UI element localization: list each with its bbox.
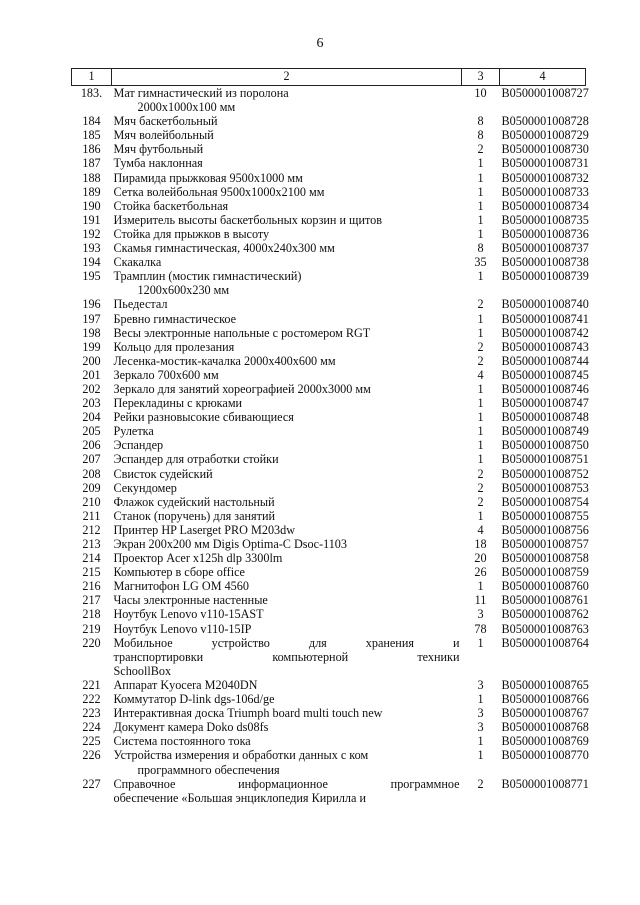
table-row: [72, 368, 586, 382]
item-name: [112, 326, 462, 340]
inventory-code: B0500001008736: [501, 226, 589, 241]
inventory-code: B0500001008747: [501, 396, 589, 411]
row-number: 207: [82, 452, 101, 467]
item-quantity: 2: [477, 353, 484, 368]
item-quantity: 1: [477, 156, 484, 171]
item-name-line: Весы электронные напольные с ростомером RGT: [113, 325, 371, 340]
row-number: 216: [82, 579, 101, 594]
row-number: 214: [82, 551, 101, 566]
item-quantity: 11: [474, 593, 487, 608]
item-name-line: Мяч баскетбольный: [113, 114, 218, 129]
inventory-code: B0500001008760: [501, 579, 589, 594]
item-name: [112, 678, 462, 692]
table-row: [72, 128, 586, 142]
inventory-code: B0500001008771: [501, 776, 589, 791]
item-quantity: 3: [477, 677, 484, 692]
inventory-code: B0500001008767: [501, 706, 589, 721]
row-number: 222: [82, 692, 101, 707]
item-name-line: Аппарат Kyocera M2040DN: [113, 677, 258, 692]
inventory-code: B0500001008734: [501, 198, 589, 213]
table-row: [72, 678, 586, 692]
row-number: 212: [82, 522, 101, 537]
item-quantity: 1: [477, 325, 484, 340]
row-number: 188: [82, 170, 101, 185]
row-number: 218: [82, 607, 101, 622]
inventory-code: B0500001008739: [501, 269, 589, 284]
row-number: 195: [82, 269, 101, 284]
table-row: [72, 452, 586, 466]
item-name-line: Зеркало 700х600 мм: [113, 367, 219, 382]
row-number: 219: [82, 621, 101, 636]
item-name-line: Магнитофон LG OM 4560: [113, 579, 249, 594]
row-number: 204: [82, 410, 101, 425]
table-row: [72, 382, 586, 396]
item-name-line: Часы электронные настенные: [113, 593, 268, 608]
table-header: [72, 69, 586, 86]
item-name: [112, 297, 462, 311]
inventory-code: B0500001008737: [501, 241, 589, 256]
row-number: 192: [82, 226, 101, 241]
table-row: [72, 565, 586, 579]
item-name: [112, 636, 462, 678]
item-name-line: транспортировки компьютерной техники: [113, 649, 460, 664]
table-row: [72, 185, 586, 199]
row-number: 184: [82, 114, 101, 129]
row-number: 189: [82, 184, 101, 199]
row-number: 215: [82, 565, 101, 580]
item-quantity: 1: [477, 438, 484, 453]
item-name-line: Кольцо для пролезания: [113, 339, 235, 354]
row-number: 187: [82, 156, 101, 171]
item-quantity: 1: [477, 748, 484, 763]
row-number: 205: [82, 424, 101, 439]
item-name: [112, 312, 462, 326]
inventory-code: B0500001008748: [501, 410, 589, 425]
inventory-code: B0500001008742: [501, 325, 589, 340]
item-name: [112, 777, 462, 805]
table-row: [72, 748, 586, 776]
item-name-line: Справочное информационное программное: [113, 776, 460, 791]
item-name-line: Стойка баскетбольная: [113, 198, 229, 213]
inventory-code: B0500001008757: [501, 537, 589, 551]
item-name-line: Перекладины с крюками: [113, 396, 243, 411]
inventory-code: B0500001008753: [501, 480, 589, 495]
item-name: [112, 467, 462, 481]
item-name-line: Измеритель высоты баскетбольных корзин и щитов: [113, 212, 382, 227]
item-quantity: 8: [477, 241, 484, 256]
table-row: [72, 213, 586, 227]
item-name-line: Компьютер в сборе office: [113, 565, 245, 580]
item-name: [112, 748, 462, 776]
item-quantity: 35: [474, 255, 487, 270]
item-name-line: Ноутбук Lenovo v110-15AST: [113, 607, 264, 622]
inventory-code: B0500001008741: [501, 311, 589, 326]
row-number: 190: [82, 198, 101, 213]
item-quantity: 3: [477, 607, 484, 622]
item-name-line: Сетка волейбольная 9500х1000х2100 мм: [113, 184, 325, 199]
inventory-code: B0500001008770: [501, 748, 589, 763]
item-name: [112, 255, 462, 269]
item-name-line: Рейки разновысокие сбивающиеся: [113, 410, 294, 425]
table-row: [72, 777, 586, 805]
row-number: 199: [82, 339, 101, 354]
item-name-line: Документ камера Doko ds08fs: [113, 720, 269, 735]
table-row: [72, 312, 586, 326]
inventory-code: B0500001008769: [501, 734, 589, 749]
row-number: 201: [82, 367, 101, 382]
item-name: [112, 438, 462, 452]
table-row: [72, 481, 586, 495]
item-name: [112, 171, 462, 185]
item-name-line: SchoollBox: [113, 663, 172, 678]
row-number: 206: [82, 438, 101, 453]
table-body: [72, 86, 589, 805]
item-name-line: Свисток судейский: [113, 466, 213, 481]
item-name-line: Мяч волейбольный: [113, 128, 214, 143]
inventory-code: B0500001008763: [501, 621, 589, 636]
item-name-line: 1200х600х230 мм: [137, 283, 230, 298]
inventory-code: B0500001008752: [501, 466, 589, 481]
item-name: [112, 551, 462, 565]
inventory-code: B0500001008759: [501, 565, 589, 580]
table-row: [72, 692, 586, 706]
row-number: 193: [82, 241, 101, 256]
item-name: [112, 523, 462, 537]
row-number: 220: [82, 635, 101, 650]
inventory-code: B0500001008730: [501, 142, 589, 157]
item-quantity: 18: [474, 537, 487, 551]
item-name-line: обеспечение «Большая энциклопедия Кирилла и: [113, 790, 366, 805]
table-row: [72, 241, 586, 255]
item-quantity: 1: [477, 635, 484, 650]
item-quantity: 1: [477, 396, 484, 411]
table-row: [72, 734, 586, 748]
item-quantity: 2: [477, 339, 484, 354]
item-quantity: 1: [477, 170, 484, 185]
row-number: 198: [82, 325, 101, 340]
item-name-line: Пьедестал: [113, 297, 168, 312]
inventory-code: B0500001008765: [501, 677, 589, 692]
item-quantity: 1: [477, 226, 484, 241]
item-name-line: Интерактивная доска Triumph board multi touch new: [113, 706, 383, 721]
item-name: [112, 622, 462, 636]
item-name: [112, 368, 462, 382]
inventory-code: B0500001008755: [501, 508, 589, 523]
table-row: [72, 467, 586, 481]
header-col-1: 1: [72, 69, 112, 86]
item-name: [112, 706, 462, 720]
item-quantity: 10: [474, 86, 487, 100]
row-number: 202: [82, 381, 101, 396]
item-name-line: Тумба наклонная: [113, 156, 203, 171]
table-row: [72, 340, 586, 354]
table-row: [72, 720, 586, 734]
table-row: [72, 171, 586, 185]
row-number: 211: [82, 508, 101, 523]
item-quantity: 1: [477, 734, 484, 749]
row-number: 208: [82, 466, 101, 481]
item-quantity: 8: [477, 128, 484, 143]
row-number: 221: [82, 677, 101, 692]
table-row: [72, 396, 586, 410]
inventory-code: B0500001008754: [501, 494, 589, 509]
item-name-line: Экран 200х200 мм Digis Optima-C Dsoc-1103: [113, 537, 347, 551]
item-name-line: Эспандер: [113, 438, 164, 453]
inventory-code: B0500001008735: [501, 212, 589, 227]
item-quantity: 3: [477, 720, 484, 735]
item-name-line: Коммутатор D-link dgs-106d/ge: [113, 692, 275, 707]
row-number: 225: [82, 734, 101, 749]
item-name: [112, 396, 462, 410]
inventory-code: B0500001008762: [501, 607, 589, 622]
item-name-line: Проектор Acer x125h dlp 3300lm: [113, 551, 283, 566]
row-number: 185: [82, 128, 101, 143]
inventory-table: [71, 68, 589, 805]
inventory-code: B0500001008746: [501, 381, 589, 396]
item-name: [112, 537, 462, 551]
item-name: [112, 241, 462, 255]
item-name: [112, 213, 462, 227]
table-row: [72, 354, 586, 368]
table-row: [72, 227, 586, 241]
item-name-line: Флажок судейский настольный: [113, 494, 275, 509]
row-number: 186: [82, 142, 101, 157]
item-name-line: программного обеспечения: [137, 762, 280, 777]
item-name: [112, 185, 462, 199]
table-row: [72, 142, 586, 156]
header-col-2: 2: [112, 69, 462, 86]
inventory-code: B0500001008750: [501, 438, 589, 453]
item-quantity: 2: [477, 480, 484, 495]
item-name: [112, 692, 462, 706]
item-name-line: Зеркало для занятий хореографией 2000х3000 мм: [113, 381, 371, 396]
item-name: [112, 114, 462, 128]
inventory-code: B0500001008764: [501, 635, 589, 650]
inventory-code: B0500001008745: [501, 367, 589, 382]
table-row: [72, 199, 586, 213]
row-number: 183.: [80, 86, 103, 100]
item-quantity: 2: [477, 297, 484, 312]
item-name: [112, 410, 462, 424]
page-number: 6: [316, 36, 324, 51]
table-row: [72, 326, 586, 340]
row-number: 191: [82, 212, 101, 227]
inventory-code: B0500001008756: [501, 522, 589, 537]
item-name: [112, 86, 462, 115]
item-name: [112, 340, 462, 354]
item-name: [112, 593, 462, 607]
item-quantity: 1: [477, 410, 484, 425]
row-number: 194: [82, 255, 101, 270]
item-name: [112, 424, 462, 438]
item-quantity: 1: [477, 508, 484, 523]
item-name-line: Ноутбук Lenovo v110-15IP: [113, 621, 252, 636]
item-name: [112, 269, 462, 297]
row-number: 213: [82, 537, 101, 551]
row-number: 200: [82, 353, 101, 368]
item-name: [112, 156, 462, 170]
table-row: [72, 593, 586, 607]
table-row: [72, 523, 586, 537]
item-quantity: 1: [477, 381, 484, 396]
table-row: [72, 438, 586, 452]
item-quantity: 1: [477, 269, 484, 284]
item-name: [112, 128, 462, 142]
inventory-code: B0500001008749: [501, 424, 589, 439]
item-name-line: Рулетка: [113, 424, 154, 439]
table-row: [72, 537, 586, 551]
item-quantity: 3: [477, 706, 484, 721]
inventory-code: B0500001008733: [501, 184, 589, 199]
table-row: [72, 579, 586, 593]
table-row: [72, 509, 586, 523]
item-quantity: 4: [477, 367, 484, 382]
item-name-line: Бревно гимнастическое: [113, 311, 237, 326]
item-name: [112, 452, 462, 466]
table-row: [72, 156, 586, 170]
item-quantity: 1: [477, 579, 484, 594]
item-quantity: 1: [477, 452, 484, 467]
table-row: [72, 706, 586, 720]
item-name-line: Мат гимнастический из поролона: [113, 86, 289, 100]
item-name: [112, 481, 462, 495]
item-name-line: Стойка для прыжков в высоту: [113, 226, 270, 241]
row-number: 203: [82, 396, 101, 411]
row-number: 196: [82, 297, 101, 312]
item-name-line: Мяч футбольный: [113, 142, 204, 157]
table-row: [72, 269, 586, 297]
row-number: 217: [82, 593, 101, 608]
item-quantity: 2: [477, 776, 484, 791]
item-name-line: Станок (поручень) для занятий: [113, 508, 276, 523]
inventory-code: B0500001008738: [501, 255, 589, 270]
inventory-code: B0500001008743: [501, 339, 589, 354]
item-name-line: Трамплин (мостик гимнастический): [113, 269, 302, 284]
item-quantity: 2: [477, 494, 484, 509]
row-number: 223: [82, 706, 101, 721]
item-name-line: Принтер HP Laserget PRO M203dw: [113, 522, 296, 537]
row-number: 210: [82, 494, 101, 509]
item-name: [112, 227, 462, 241]
item-name: [112, 142, 462, 156]
table-row: [72, 297, 586, 311]
item-name-line: Лесенка-мостик-качалка 2000х400х600 мм: [113, 353, 336, 368]
table-row: [72, 607, 586, 621]
item-quantity: 1: [477, 424, 484, 439]
inventory-code: B0500001008728: [501, 114, 589, 129]
item-quantity: 2: [477, 142, 484, 157]
item-name-line: Скамья гимнастическая, 4000х240х300 мм: [113, 241, 335, 256]
item-quantity: 4: [477, 522, 484, 537]
item-quantity: 1: [477, 311, 484, 326]
item-name: [112, 509, 462, 523]
item-name: [112, 495, 462, 509]
inventory-code: B0500001008751: [501, 452, 589, 467]
item-name-line: Скакалка: [113, 255, 162, 270]
row-number: 197: [82, 311, 101, 326]
header-col-3: 3: [462, 69, 500, 86]
item-name: [112, 199, 462, 213]
table-row: [72, 410, 586, 424]
item-quantity: 78: [474, 621, 487, 636]
item-name: [112, 579, 462, 593]
item-name: [112, 354, 462, 368]
item-name: [112, 382, 462, 396]
row-number: 226: [82, 748, 101, 763]
row-number: 224: [82, 720, 101, 735]
item-name-line: Мобильное устройство для хранения и: [113, 635, 460, 650]
inventory-code: B0500001008766: [501, 692, 589, 707]
item-quantity: 20: [474, 551, 487, 566]
table-row: [72, 114, 586, 128]
table-row: [72, 86, 586, 115]
item-quantity: 1: [477, 692, 484, 707]
item-name-line: 2000х1000х100 мм: [137, 100, 236, 115]
inventory-code: B0500001008740: [501, 297, 589, 312]
item-name-line: Секундомер: [113, 480, 177, 495]
item-quantity: 26: [474, 565, 487, 580]
item-name-line: Эспандер для отработки стойки: [113, 452, 279, 467]
inventory-code: B0500001008768: [501, 720, 589, 735]
item-name-line: Пирамида прыжковая 9500х1000 мм: [113, 170, 303, 185]
item-quantity: 2: [477, 466, 484, 481]
table-row: [72, 636, 586, 678]
inventory-code: B0500001008758: [501, 551, 589, 566]
table-row: [72, 551, 586, 565]
item-quantity: 1: [477, 184, 484, 199]
inventory-code: B0500001008744: [501, 353, 589, 368]
item-name-line: Система постоянного тока: [113, 734, 251, 749]
item-name: [112, 565, 462, 579]
item-name: [112, 607, 462, 621]
inventory-code: B0500001008729: [501, 128, 589, 143]
table-row: [72, 495, 586, 509]
inventory-code: B0500001008761: [501, 593, 589, 608]
inventory-code: B0500001008731: [501, 156, 589, 171]
inventory-code: B0500001008732: [501, 170, 589, 185]
row-number: 209: [82, 480, 101, 495]
inventory-code: B0500001008727: [501, 86, 589, 100]
row-number: 227: [82, 776, 101, 791]
item-name: [112, 720, 462, 734]
header-col-4: 4: [500, 69, 586, 86]
table-row: [72, 255, 586, 269]
item-quantity: 8: [477, 114, 484, 129]
table-row: [72, 622, 586, 636]
item-quantity: 1: [477, 198, 484, 213]
item-name: [112, 734, 462, 748]
item-name-line: Устройства измерения и обработки данных с ком: [113, 748, 369, 763]
item-quantity: 1: [477, 212, 484, 227]
table-row: [72, 424, 586, 438]
